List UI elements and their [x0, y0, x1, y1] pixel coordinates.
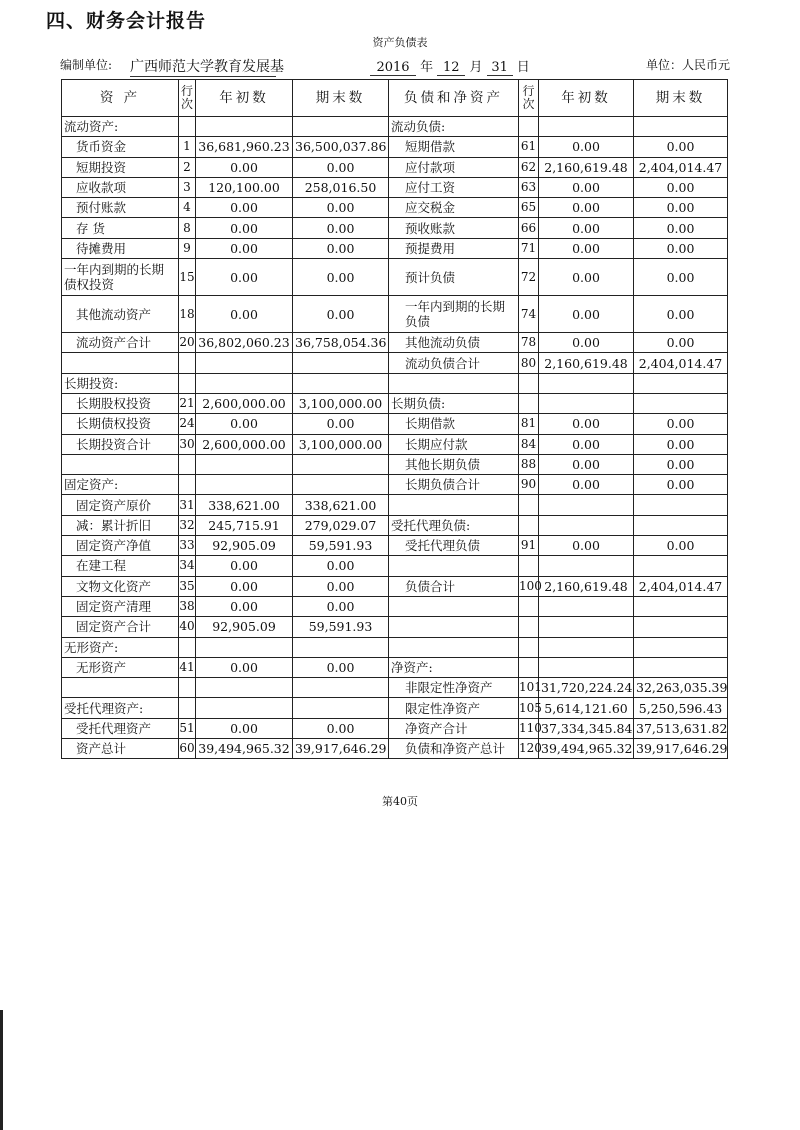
header-liability: 负债和净资产	[389, 80, 519, 117]
balance-sheet-table	[61, 79, 728, 759]
asset-end: 0.00	[293, 259, 389, 296]
date-day: 31	[487, 60, 513, 76]
asset-name: 应收款项	[62, 177, 179, 197]
liability-end: 0.00	[634, 454, 728, 474]
asset-row-no: 2	[179, 157, 196, 177]
asset-name: 固定资产合计	[62, 617, 179, 637]
asset-end: 0.00	[293, 238, 389, 258]
liability-row-no: 62	[519, 157, 539, 177]
asset-begin: 0.00	[196, 157, 293, 177]
liability-row-no: 71	[519, 238, 539, 258]
liability-row-no: 100	[519, 576, 539, 596]
table-row	[62, 198, 728, 218]
asset-name: 存 货	[62, 218, 179, 238]
header-asset: 资 产	[62, 80, 179, 117]
liability-begin	[539, 617, 634, 637]
table-row	[62, 495, 728, 515]
liability-name: 其他流动负债	[389, 333, 519, 353]
asset-name: 固定资产净值	[62, 536, 179, 556]
asset-end: 0.00	[293, 414, 389, 434]
liability-end: 0.00	[634, 296, 728, 333]
liability-end	[634, 637, 728, 657]
asset-begin: 39,494,965.32	[196, 739, 293, 759]
table-row	[62, 414, 728, 434]
liability-row-no: 74	[519, 296, 539, 333]
asset-begin: 120,100.00	[196, 177, 293, 197]
table-row	[62, 238, 728, 258]
liability-row-no: 91	[519, 536, 539, 556]
section-heading: 四、财务会计报告	[46, 10, 207, 32]
asset-name: 文物文化资产	[62, 576, 179, 596]
liability-name: 预计负债	[389, 259, 519, 296]
asset-end	[293, 637, 389, 657]
asset-row-no: 60	[179, 739, 196, 759]
liability-end: 0.00	[634, 259, 728, 296]
liability-row-no	[519, 637, 539, 657]
liability-name	[389, 617, 519, 637]
asset-row-no	[179, 117, 196, 137]
liability-end: 0.00	[634, 238, 728, 258]
liability-row-no: 101	[519, 678, 539, 698]
scan-edge-mark	[0, 1010, 3, 1130]
asset-row-no: 15	[179, 259, 196, 296]
liability-end: 0.00	[634, 333, 728, 353]
asset-end: 39,917,646.29	[293, 739, 389, 759]
asset-row-no: 34	[179, 556, 196, 576]
asset-begin: 0.00	[196, 218, 293, 238]
liability-row-no: 80	[519, 353, 539, 373]
liability-end: 0.00	[634, 475, 728, 495]
liability-begin	[539, 495, 634, 515]
liability-end: 2,404,014.47	[634, 353, 728, 373]
asset-row-no	[179, 678, 196, 698]
header-end-2: 期末数	[634, 80, 728, 117]
liability-begin	[539, 393, 634, 413]
asset-end: 258,016.50	[293, 177, 389, 197]
table-row	[62, 698, 728, 718]
asset-begin	[196, 475, 293, 495]
liability-row-no: 120	[519, 739, 539, 759]
asset-end: 0.00	[293, 576, 389, 596]
asset-row-no	[179, 698, 196, 718]
asset-end: 0.00	[293, 157, 389, 177]
asset-row-no: 24	[179, 414, 196, 434]
asset-end: 0.00	[293, 596, 389, 616]
liability-name: 长期负债合计	[389, 475, 519, 495]
asset-name: 受托代理资产:	[62, 698, 179, 718]
date-day-suffix: 日	[516, 60, 530, 75]
asset-row-no: 9	[179, 238, 196, 258]
liability-begin: 0.00	[539, 177, 634, 197]
liability-name: 负债合计	[389, 576, 519, 596]
table-row	[62, 739, 728, 759]
table-row	[62, 657, 728, 677]
liability-end: 0.00	[634, 434, 728, 454]
table-row	[62, 637, 728, 657]
asset-end: 36,758,054.36	[293, 333, 389, 353]
liability-begin: 0.00	[539, 259, 634, 296]
liability-name: 长期借款	[389, 414, 519, 434]
liability-begin	[539, 637, 634, 657]
asset-row-no: 4	[179, 198, 196, 218]
liability-end: 37,513,631.82	[634, 718, 728, 738]
liability-name: 一年内到期的长期负债	[389, 296, 519, 333]
asset-name	[62, 454, 179, 474]
liability-name	[389, 495, 519, 515]
asset-begin: 36,802,060.23	[196, 333, 293, 353]
asset-begin	[196, 698, 293, 718]
table-row	[62, 333, 728, 353]
liability-end	[634, 515, 728, 535]
asset-row-no: 40	[179, 617, 196, 637]
asset-begin: 0.00	[196, 657, 293, 677]
liability-row-no	[519, 117, 539, 137]
liability-begin: 0.00	[539, 218, 634, 238]
liability-begin: 5,614,121.60	[539, 698, 634, 718]
asset-name: 固定资产:	[62, 475, 179, 495]
liability-end	[634, 373, 728, 393]
asset-name: 资产总计	[62, 739, 179, 759]
liability-name: 受托代理负债:	[389, 515, 519, 535]
liability-end: 0.00	[634, 177, 728, 197]
table-row	[62, 454, 728, 474]
asset-end: 0.00	[293, 296, 389, 333]
liability-name: 长期应付款	[389, 434, 519, 454]
liability-begin: 2,160,619.48	[539, 576, 634, 596]
asset-end: 3,100,000.00	[293, 434, 389, 454]
asset-end: 0.00	[293, 198, 389, 218]
liability-end	[634, 596, 728, 616]
liability-end: 0.00	[634, 198, 728, 218]
header-end: 期末数	[293, 80, 389, 117]
asset-begin: 0.00	[196, 556, 293, 576]
asset-row-no: 51	[179, 718, 196, 738]
asset-row-no	[179, 475, 196, 495]
asset-name: 预付账款	[62, 198, 179, 218]
date-month-suffix: 月	[469, 60, 483, 75]
liability-begin: 39,494,965.32	[539, 739, 634, 759]
liability-begin	[539, 515, 634, 535]
liability-name: 应付工资	[389, 177, 519, 197]
asset-row-no: 30	[179, 434, 196, 454]
asset-name: 货币资金	[62, 137, 179, 157]
liability-end: 5,250,596.43	[634, 698, 728, 718]
asset-begin: 0.00	[196, 596, 293, 616]
asset-end: 0.00	[293, 657, 389, 677]
liability-begin: 0.00	[539, 414, 634, 434]
asset-begin: 0.00	[196, 718, 293, 738]
table-row	[62, 596, 728, 616]
liability-name	[389, 373, 519, 393]
asset-row-no	[179, 454, 196, 474]
table-row	[62, 576, 728, 596]
table-row	[62, 515, 728, 535]
asset-begin: 2,600,000.00	[196, 393, 293, 413]
liability-begin: 0.00	[539, 238, 634, 258]
asset-row-no: 3	[179, 177, 196, 197]
liability-begin	[539, 556, 634, 576]
liability-name	[389, 556, 519, 576]
asset-end: 3,100,000.00	[293, 393, 389, 413]
asset-name: 待摊费用	[62, 238, 179, 258]
asset-name: 流动资产合计	[62, 333, 179, 353]
asset-begin	[196, 353, 293, 373]
asset-name: 一年内到期的长期债权投资	[62, 259, 179, 296]
liability-begin: 0.00	[539, 434, 634, 454]
liability-name: 短期借款	[389, 137, 519, 157]
asset-begin	[196, 678, 293, 698]
report-date	[370, 56, 530, 76]
liability-row-no: 88	[519, 454, 539, 474]
asset-begin: 0.00	[196, 296, 293, 333]
asset-end	[293, 678, 389, 698]
asset-row-no: 18	[179, 296, 196, 333]
table-row	[62, 434, 728, 454]
asset-end	[293, 353, 389, 373]
table-row	[62, 296, 728, 333]
liability-begin	[539, 373, 634, 393]
liability-end: 39,917,646.29	[634, 739, 728, 759]
table-row	[62, 536, 728, 556]
liability-end	[634, 495, 728, 515]
asset-begin: 0.00	[196, 576, 293, 596]
table-row	[62, 157, 728, 177]
table-row	[62, 218, 728, 238]
liability-name: 流动负债:	[389, 117, 519, 137]
date-month: 12	[437, 60, 465, 76]
asset-name: 固定资产原价	[62, 495, 179, 515]
liability-end: 0.00	[634, 536, 728, 556]
table-row	[62, 393, 728, 413]
table-row	[62, 475, 728, 495]
table-row	[62, 259, 728, 296]
liability-row-no	[519, 657, 539, 677]
liability-row-no	[519, 373, 539, 393]
liability-begin: 0.00	[539, 536, 634, 556]
asset-end: 59,591.93	[293, 536, 389, 556]
asset-end: 59,591.93	[293, 617, 389, 637]
liability-name: 净资产合计	[389, 718, 519, 738]
liability-row-no: 72	[519, 259, 539, 296]
liability-row-no: 78	[519, 333, 539, 353]
asset-begin: 245,715.91	[196, 515, 293, 535]
liability-name: 负债和净资产总计	[389, 739, 519, 759]
asset-end: 0.00	[293, 556, 389, 576]
liability-begin	[539, 117, 634, 137]
asset-begin: 338,621.00	[196, 495, 293, 515]
liability-name	[389, 637, 519, 657]
liability-name: 净资产:	[389, 657, 519, 677]
asset-name: 长期股权投资	[62, 393, 179, 413]
liability-end: 32,263,035.39	[634, 678, 728, 698]
asset-end	[293, 454, 389, 474]
liability-begin: 0.00	[539, 198, 634, 218]
asset-row-no	[179, 373, 196, 393]
asset-row-no: 33	[179, 536, 196, 556]
liability-name: 受托代理负债	[389, 536, 519, 556]
header-row-no-2: 行次	[519, 80, 539, 117]
table-row	[62, 556, 728, 576]
liability-name: 限定性净资产	[389, 698, 519, 718]
liability-end: 2,404,014.47	[634, 157, 728, 177]
liability-begin: 31,720,224.24	[539, 678, 634, 698]
liability-row-no: 65	[519, 198, 539, 218]
liability-row-no	[519, 556, 539, 576]
table-row	[62, 678, 728, 698]
liability-begin: 0.00	[539, 475, 634, 495]
asset-end	[293, 475, 389, 495]
currency-unit: 单位：人民币元	[645, 58, 730, 72]
liability-end: 0.00	[634, 218, 728, 238]
header-begin: 年初数	[196, 80, 293, 117]
page-number: 第40页	[382, 795, 418, 808]
liability-row-no	[519, 617, 539, 637]
liability-row-no: 90	[519, 475, 539, 495]
liability-name: 非限定性净资产	[389, 678, 519, 698]
asset-begin: 0.00	[196, 414, 293, 434]
liability-name: 应付款项	[389, 157, 519, 177]
asset-end: 0.00	[293, 218, 389, 238]
liability-row-no	[519, 515, 539, 535]
liability-row-no	[519, 393, 539, 413]
asset-row-no: 32	[179, 515, 196, 535]
asset-begin: 92,905.09	[196, 617, 293, 637]
asset-name: 长期投资合计	[62, 434, 179, 454]
liability-begin	[539, 596, 634, 616]
liability-end: 0.00	[634, 137, 728, 157]
asset-begin: 0.00	[196, 238, 293, 258]
table-row	[62, 137, 728, 157]
asset-name: 无形资产:	[62, 637, 179, 657]
asset-row-no: 35	[179, 576, 196, 596]
liability-row-no: 84	[519, 434, 539, 454]
liability-name: 预收账款	[389, 218, 519, 238]
asset-name: 其他流动资产	[62, 296, 179, 333]
liability-end	[634, 393, 728, 413]
liability-end: 2,404,014.47	[634, 576, 728, 596]
table-row	[62, 353, 728, 373]
liability-begin: 0.00	[539, 296, 634, 333]
asset-row-no: 38	[179, 596, 196, 616]
asset-row-no: 1	[179, 137, 196, 157]
date-year-suffix: 年	[420, 60, 434, 75]
asset-begin: 2,600,000.00	[196, 434, 293, 454]
asset-begin: 0.00	[196, 259, 293, 296]
header-row-no: 行次	[179, 80, 196, 117]
asset-row-no: 31	[179, 495, 196, 515]
liability-end: 0.00	[634, 414, 728, 434]
asset-name: 流动资产:	[62, 117, 179, 137]
asset-name: 长期债权投资	[62, 414, 179, 434]
date-year: 2016	[370, 60, 416, 76]
report-title: 资产负债表	[372, 36, 428, 49]
asset-name	[62, 353, 179, 373]
asset-begin	[196, 373, 293, 393]
liability-name: 流动负债合计	[389, 353, 519, 373]
liability-name: 长期负债:	[389, 393, 519, 413]
unit-label: 编制单位:	[60, 58, 113, 72]
asset-name: 无形资产	[62, 657, 179, 677]
header-row	[62, 80, 728, 117]
liability-begin: 2,160,619.48	[539, 157, 634, 177]
liability-row-no: 66	[519, 218, 539, 238]
asset-end: 279,029.07	[293, 515, 389, 535]
liability-begin: 2,160,619.48	[539, 353, 634, 373]
liability-begin: 0.00	[539, 454, 634, 474]
table-row	[62, 177, 728, 197]
liability-begin: 0.00	[539, 137, 634, 157]
asset-end	[293, 117, 389, 137]
asset-name: 固定资产清理	[62, 596, 179, 616]
liability-row-no: 63	[519, 177, 539, 197]
asset-row-no: 8	[179, 218, 196, 238]
asset-end: 338,621.00	[293, 495, 389, 515]
liability-name: 其他长期负债	[389, 454, 519, 474]
asset-name: 减：累计折旧	[62, 515, 179, 535]
liability-row-no	[519, 495, 539, 515]
table-row	[62, 718, 728, 738]
table-row	[62, 373, 728, 393]
liability-row-no: 110	[519, 718, 539, 738]
asset-begin: 92,905.09	[196, 536, 293, 556]
liability-end	[634, 617, 728, 637]
liability-row-no: 105	[519, 698, 539, 718]
asset-end	[293, 698, 389, 718]
asset-name: 短期投资	[62, 157, 179, 177]
asset-end: 0.00	[293, 718, 389, 738]
table-row	[62, 117, 728, 137]
table-row	[62, 617, 728, 637]
liability-name	[389, 596, 519, 616]
asset-begin	[196, 117, 293, 137]
asset-name: 长期投资:	[62, 373, 179, 393]
liability-name: 应交税金	[389, 198, 519, 218]
liability-end	[634, 556, 728, 576]
asset-begin: 0.00	[196, 198, 293, 218]
liability-name: 预提费用	[389, 238, 519, 258]
asset-row-no: 41	[179, 657, 196, 677]
liability-row-no: 81	[519, 414, 539, 434]
asset-begin	[196, 637, 293, 657]
asset-begin: 36,681,960.23	[196, 137, 293, 157]
liability-end	[634, 657, 728, 677]
unit-name: 广西师范大学教育发展基	[130, 56, 276, 77]
asset-name	[62, 678, 179, 698]
asset-row-no: 21	[179, 393, 196, 413]
asset-name: 在建工程	[62, 556, 179, 576]
asset-begin	[196, 454, 293, 474]
liability-begin: 0.00	[539, 333, 634, 353]
liability-row-no	[519, 596, 539, 616]
asset-end	[293, 373, 389, 393]
asset-row-no: 20	[179, 333, 196, 353]
asset-row-no	[179, 637, 196, 657]
asset-end: 36,500,037.86	[293, 137, 389, 157]
liability-end	[634, 117, 728, 137]
liability-row-no: 61	[519, 137, 539, 157]
asset-row-no	[179, 353, 196, 373]
liability-begin	[539, 657, 634, 677]
asset-name: 受托代理资产	[62, 718, 179, 738]
liability-begin: 37,334,345.84	[539, 718, 634, 738]
header-begin-2: 年初数	[539, 80, 634, 117]
